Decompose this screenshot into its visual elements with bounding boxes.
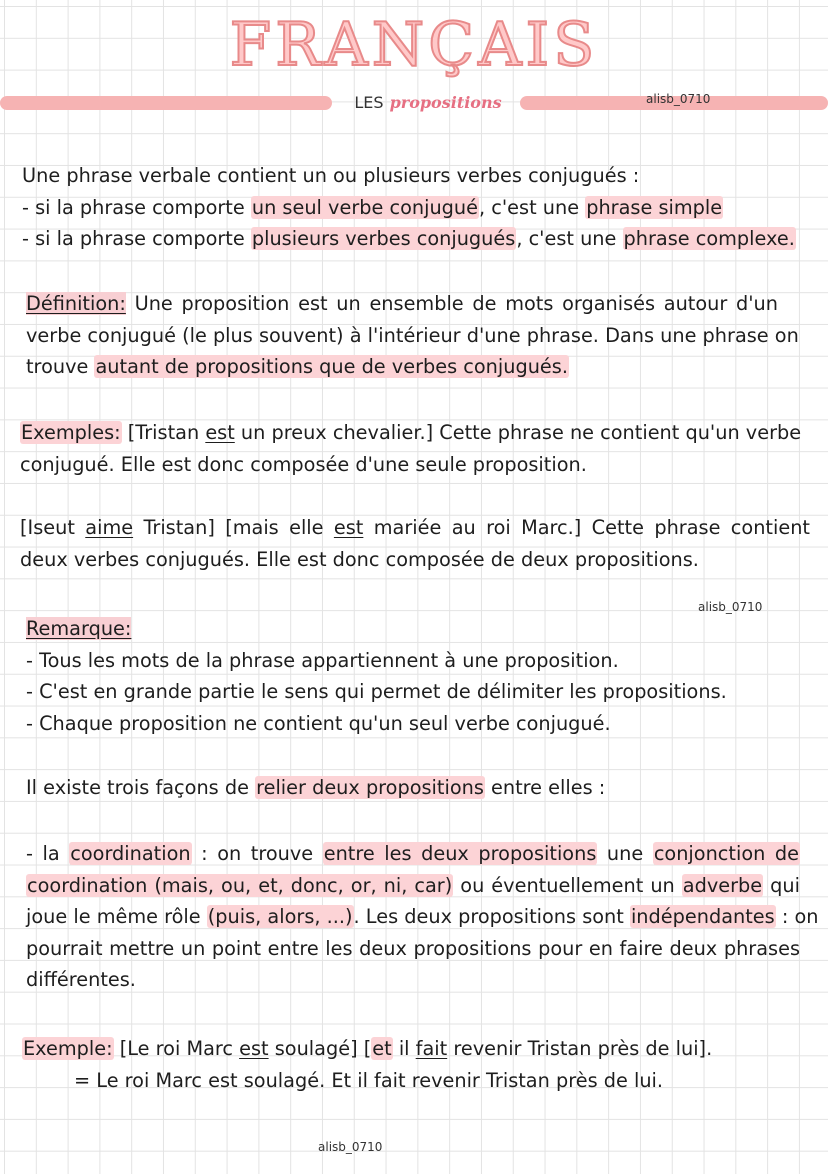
highlight: coordination (mais, ou, et, donc, or, ni, car) bbox=[27, 873, 453, 897]
verb-underline: est bbox=[205, 421, 235, 444]
relier-section bbox=[26, 772, 816, 804]
exemple-line: Exemple: [Le roi Marc est soulagé] [et il fait revenir Tristan près de lui]. bbox=[23, 1037, 713, 1060]
subtitle-prefix: LES bbox=[354, 93, 384, 112]
definition-line: verbe conjugué (le plus souvent) à l'intérieur d'une phrase. Dans une phrase on bbox=[26, 323, 799, 347]
highlight: (puis, alors, ...) bbox=[207, 905, 353, 928]
watermark-middle: alisb_0710 bbox=[698, 600, 763, 614]
remarque-title bbox=[26, 613, 816, 645]
highlight: phrase simple bbox=[586, 195, 723, 219]
examples-section-2 bbox=[20, 512, 810, 575]
highlight: plusieurs verbes conjugués bbox=[251, 227, 516, 250]
verb-underline: est bbox=[239, 1037, 269, 1060]
watermark-bottom: alisb_0710 bbox=[318, 1140, 383, 1154]
remarque-item: - Tous les mots de la phrase appartiennent à une proposition. bbox=[26, 648, 619, 672]
relier-line: Il existe trois façons de relier deux propositions entre elles : bbox=[26, 776, 606, 799]
examples-label: Exemples: bbox=[21, 421, 121, 444]
examples-line: deux verbes conjugués. Elle est donc composée de deux propositions. bbox=[20, 547, 699, 571]
definition-label: Définition: bbox=[26, 292, 126, 315]
intro-line: - si la phrase comporte plusieurs verbes conjugués, c'est une phrase complexe. bbox=[22, 227, 795, 250]
intro-line: - si la phrase comporte un seul verbe conjugué, c'est une phrase simple bbox=[22, 195, 723, 219]
remarque-section bbox=[26, 613, 816, 739]
page-subtitle bbox=[340, 89, 516, 117]
exemple-label: Exemple: bbox=[23, 1037, 113, 1060]
remarque-label: Remarque: bbox=[26, 617, 132, 640]
page-title: FRANÇAIS bbox=[229, 10, 599, 80]
examples-section bbox=[20, 417, 802, 480]
highlight: indépendantes bbox=[630, 905, 775, 928]
highlight: conjonction de bbox=[653, 842, 800, 865]
verb-underline: est bbox=[333, 516, 364, 539]
header-band-left bbox=[0, 96, 332, 110]
exemple-section bbox=[22, 1033, 812, 1096]
exemple-line: = Le roi Marc est soulagé. Et il fait revenir Tristan près de lui. bbox=[74, 1068, 664, 1092]
coordination-line: différentes. bbox=[26, 968, 136, 991]
highlight: relier deux propositions bbox=[256, 776, 484, 799]
remarque-item: - C'est en grande partie le sens qui permet de délimiter les propositions. bbox=[26, 680, 727, 703]
verb-underline: fait bbox=[415, 1037, 448, 1060]
definition-line: Définition: Une proposition est un ensemble de mots organisés autour d'un bbox=[26, 292, 778, 315]
highlight: phrase complexe. bbox=[623, 227, 795, 250]
coordination-line: joue le même rôle (puis, alors, ...). Les deux propositions sont indépendantes : on bbox=[26, 905, 819, 928]
watermark-top: alisb_0710 bbox=[646, 92, 711, 106]
definition-section bbox=[26, 288, 799, 383]
coordination-section bbox=[26, 838, 819, 996]
coordination-line: coordination (mais, ou, et, donc, or, ni, car) ou éventuellement un adverbe qui bbox=[27, 873, 800, 897]
coordination-line: - la coordination : on trouve entre les deux propositions une conjonction de bbox=[26, 842, 800, 865]
definition-line: trouve autant de propositions que de verbes conjugués. bbox=[26, 355, 568, 378]
highlight: entre les deux propositions bbox=[323, 842, 597, 865]
remarque-item: - Chaque proposition ne contient qu'un seul verbe conjugué. bbox=[26, 711, 611, 735]
intro-section bbox=[22, 160, 812, 255]
verb-underline: aime bbox=[85, 516, 134, 539]
highlight: coordination bbox=[70, 842, 191, 865]
subtitle-topic: propositions bbox=[389, 93, 502, 112]
examples-line: Exemples: [Tristan est un preux chevalier.] Cette phrase ne contient qu'un verbe bbox=[21, 421, 802, 444]
highlight: adverbe bbox=[682, 873, 763, 897]
coordination-line: pourrait mettre un point entre les deux propositions pour en faire deux phrases bbox=[26, 936, 800, 960]
intro-line: Une phrase verbale contient un ou plusieurs verbes conjugués : bbox=[22, 164, 640, 187]
highlight: un seul verbe conjugué bbox=[251, 195, 478, 219]
examples-line: [Iseut aime Tristan] [mais elle est mariée au roi Marc.] Cette phrase contient bbox=[20, 516, 810, 539]
highlight: et bbox=[372, 1037, 392, 1060]
highlight: autant de propositions que de verbes conjugués. bbox=[95, 355, 568, 378]
examples-line: conjugué. Elle est donc composée d'une seule proposition. bbox=[20, 452, 587, 476]
